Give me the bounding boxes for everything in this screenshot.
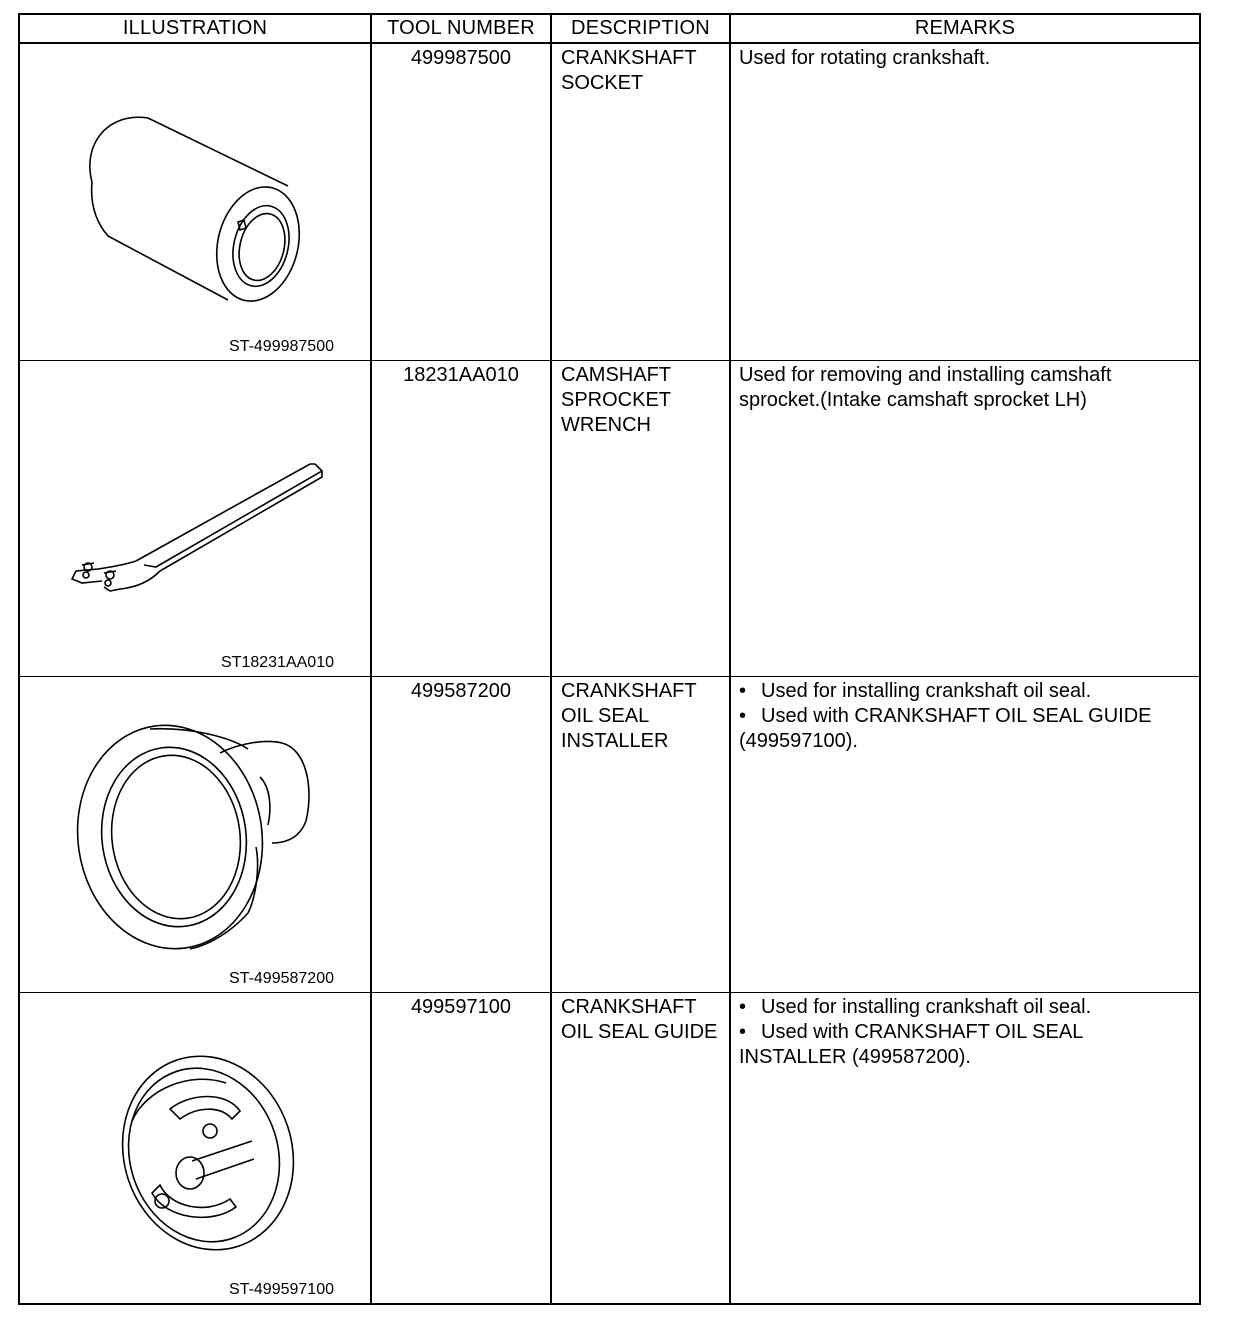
bullet-icon: • (739, 680, 747, 702)
crankshaft-socket-illustration (20, 44, 370, 360)
camshaft-sprocket-wrench-illustration (20, 361, 370, 677)
tool-number: 499597100 (410, 996, 512, 1018)
description-line: SOCKET (561, 72, 644, 94)
header-tool-number: TOOL NUMBER (387, 17, 535, 39)
table-row (20, 44, 1199, 360)
remark-text: Used with CRANKSHAFT OIL SEAL (761, 1021, 1084, 1043)
remark-continuation: INSTALLER (499587200). (739, 1046, 971, 1068)
header-illustration: ILLUSTRATION (122, 17, 268, 39)
tool-remarks (739, 46, 1193, 71)
description-line: CAMSHAFT (561, 364, 671, 386)
illustration-caption: ST18231AA010 (221, 654, 334, 671)
illustration-cell (20, 44, 370, 360)
header-description: DESCRIPTION (571, 17, 710, 39)
tool-number: 18231AA010 (403, 364, 519, 386)
illustration-caption: ST-499597100 (229, 1281, 334, 1298)
description-line: WRENCH (561, 414, 651, 436)
tool-number: 499987500 (410, 47, 512, 69)
remark-bullet (739, 995, 1193, 1020)
description-line: SPROCKET (561, 389, 672, 411)
remark-line: Used for removing and installing camshaft (739, 364, 1112, 386)
illustration-caption: ST-499987500 (229, 338, 334, 355)
tool-description (561, 46, 725, 96)
description-line: OIL SEAL (561, 705, 650, 727)
tool-remarks (739, 995, 1193, 1070)
illustration-cell (20, 677, 370, 992)
remark-bullet (739, 704, 1193, 729)
remark-text: Used for installing crankshaft oil seal. (761, 680, 1092, 702)
table-row (20, 360, 1199, 676)
remark-line: Used for rotating crankshaft. (739, 47, 991, 69)
tool-description (561, 679, 725, 754)
header-remarks: REMARKS (914, 17, 1016, 39)
tool-remarks (739, 363, 1193, 413)
remark-text: Used for installing crankshaft oil seal. (761, 996, 1092, 1018)
description-line: INSTALLER (561, 730, 669, 752)
illustration-cell (20, 361, 370, 676)
remark-continuation: (499597100). (739, 730, 858, 752)
description-line: CRANKSHAFT (561, 47, 697, 69)
illustration-cell (20, 993, 370, 1303)
oil-seal-guide-illustration (20, 993, 370, 1304)
table-row (20, 676, 1199, 992)
tool-description (561, 995, 725, 1045)
remark-line: sprocket.(Intake camshaft sprocket LH) (739, 389, 1087, 411)
description-line: CRANKSHAFT (561, 996, 697, 1018)
tool-description (561, 363, 725, 438)
description-line: CRANKSHAFT (561, 680, 697, 702)
bullet-icon: • (739, 705, 747, 727)
special-tools-table (18, 13, 1201, 1305)
description-line: OIL SEAL GUIDE (561, 1021, 718, 1043)
remark-bullet (739, 679, 1193, 704)
remark-text: Used with CRANKSHAFT OIL SEAL GUIDE (761, 705, 1152, 727)
table-header (20, 15, 1199, 44)
tool-number: 499587200 (410, 680, 512, 702)
illustration-caption: ST-499587200 (229, 970, 334, 987)
bullet-icon: • (739, 996, 747, 1018)
table-row (20, 992, 1199, 1303)
bullet-icon: • (739, 1021, 747, 1043)
tool-remarks (739, 679, 1193, 754)
remark-bullet (739, 1020, 1193, 1045)
oil-seal-installer-illustration (20, 677, 370, 993)
